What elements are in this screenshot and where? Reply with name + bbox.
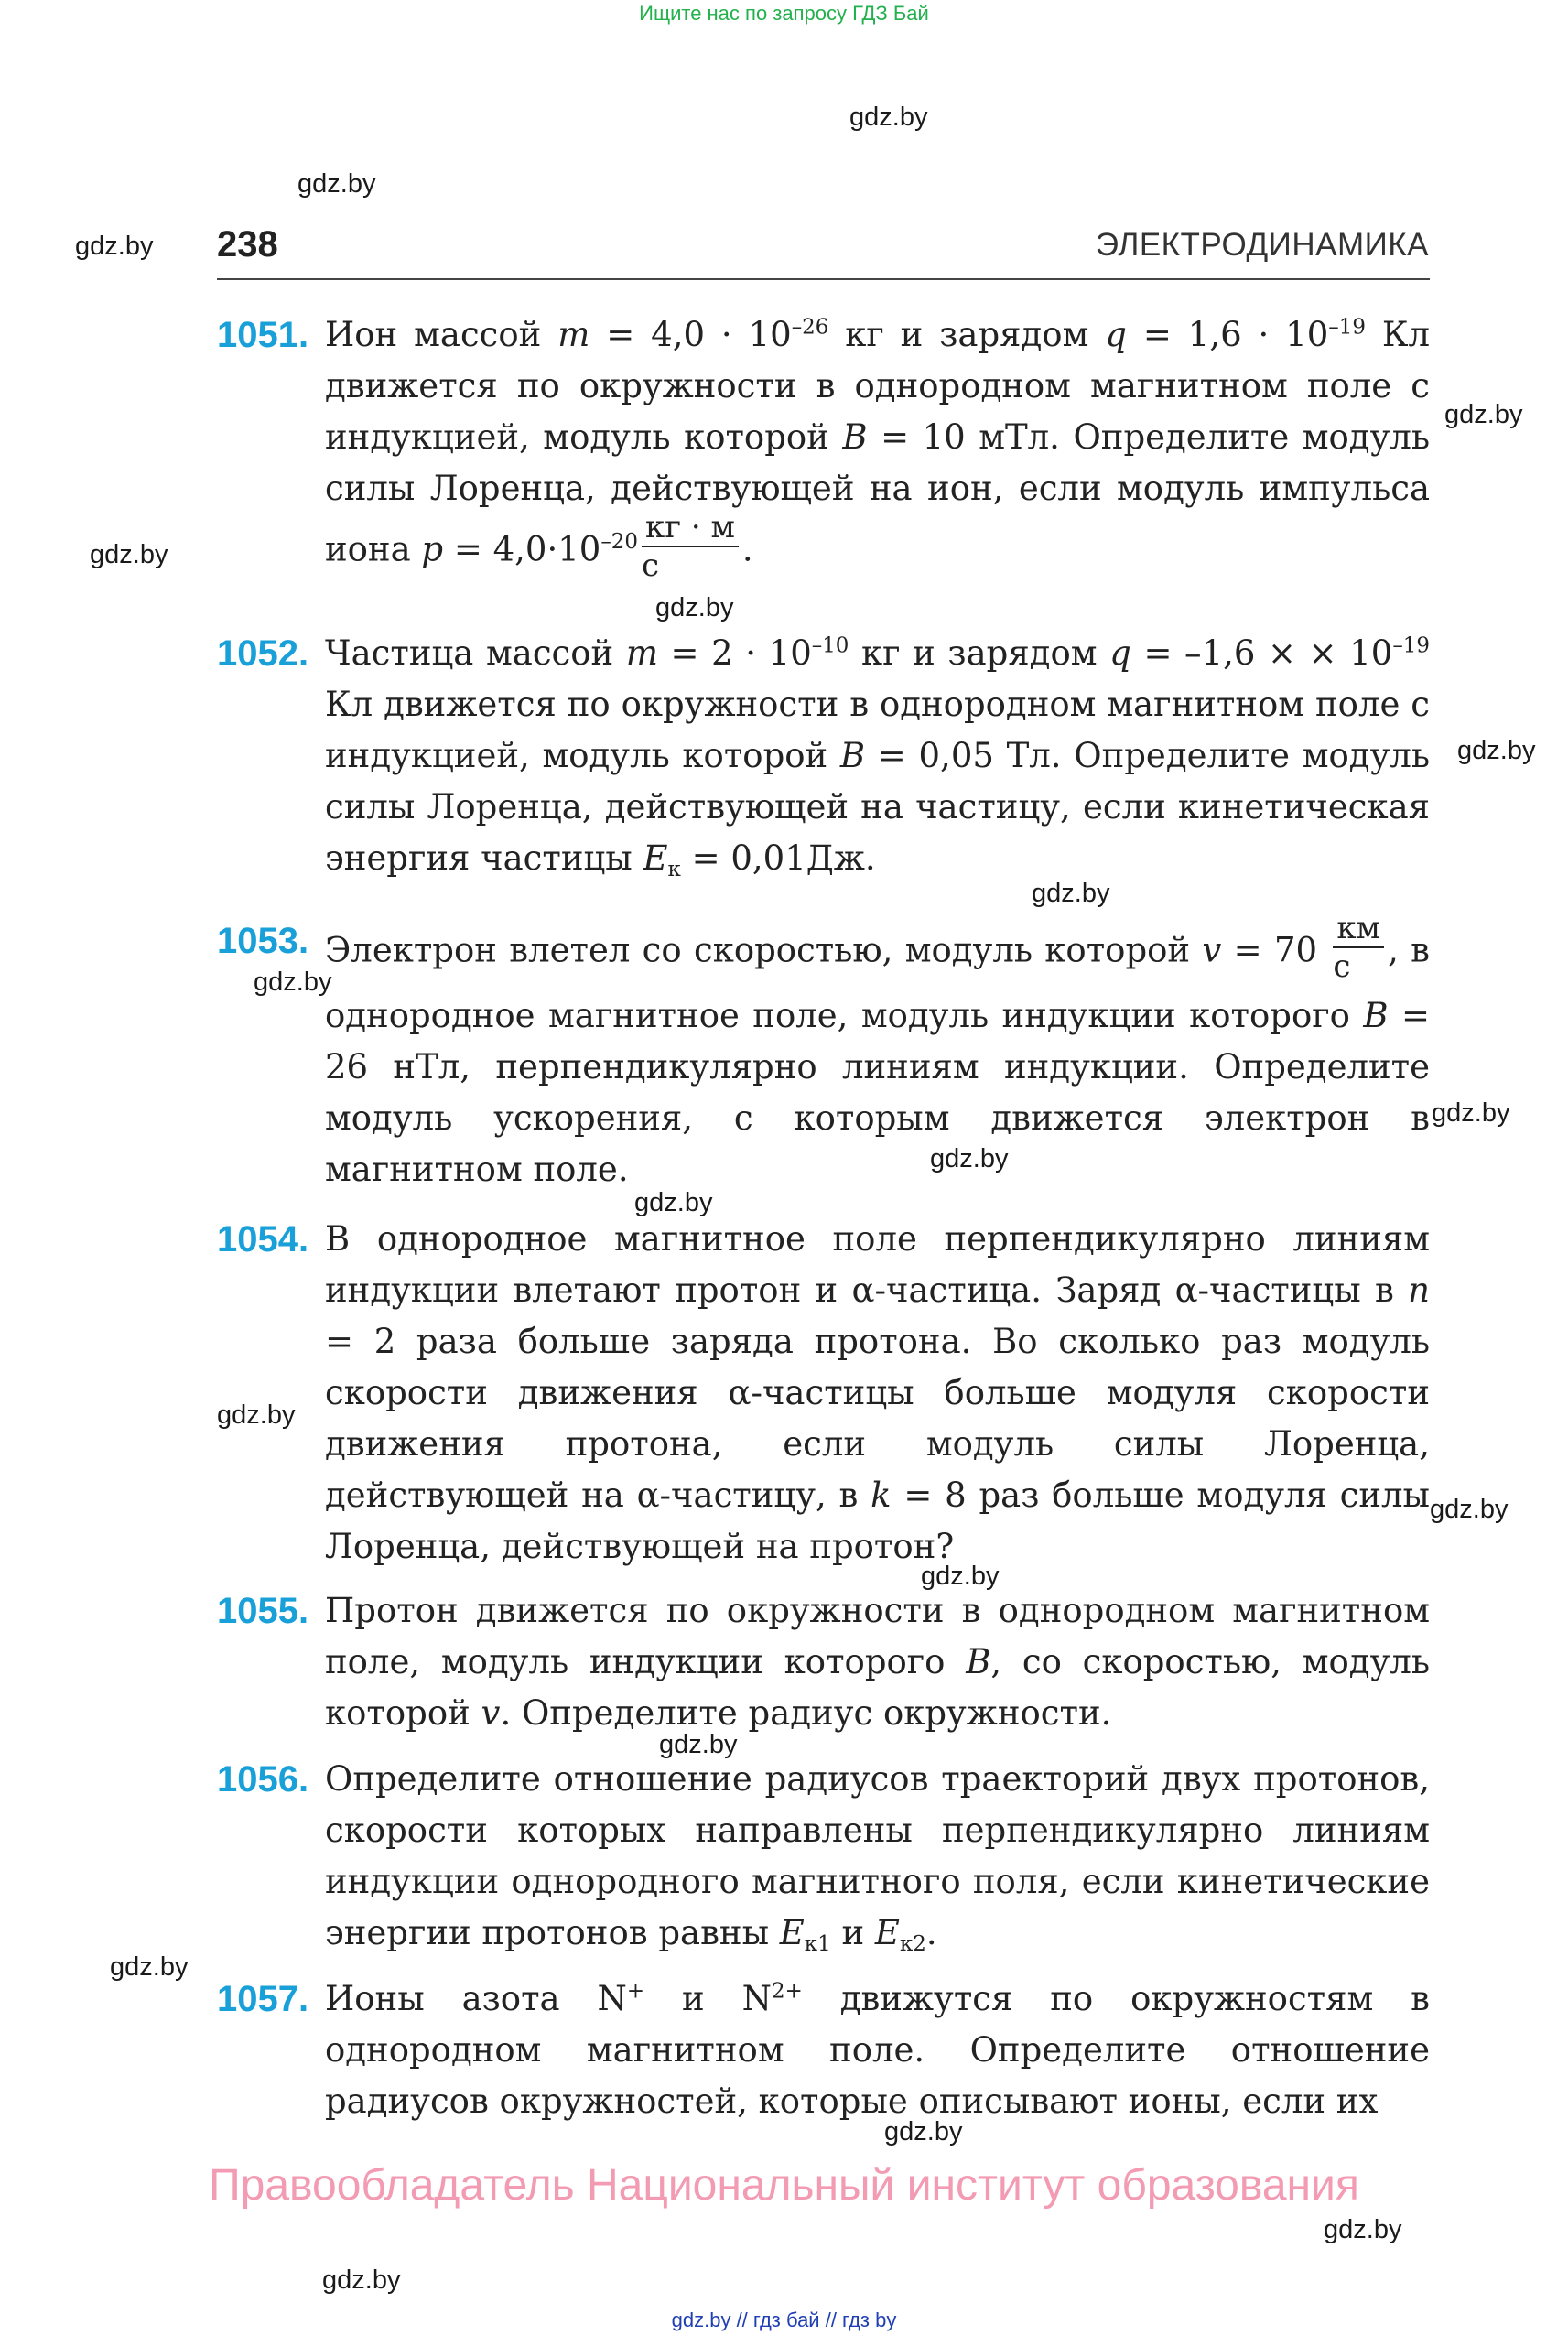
problem-text: Ион массой $m = 4,0 \cdot 10^{-26}$ кг и зарядом $q = 1,6 \cdot 10^{-19}$ Кл движется по окружности в однородном магнитном поле с индукцией, модуль которой B = 10 мТл. Определите модуль силы Лоренца, действующей на ион, если модуль импульса иона $p = 4,0\cdot 10^{-20}$ $\frac{кг \cdot м}{с}$ .: [325, 315, 1431, 584]
problem-number: 1052.: [217, 633, 309, 674]
copyright-notice: Правообладатель Национальный институт образования: [209, 2161, 1359, 2210]
watermark: gdz.by: [322, 2265, 401, 2295]
fraction-unit: $\frac{км}{с}$: [1333, 910, 1384, 985]
problem-text: В однородное магнитное поле перпендикулярно линиям индукции влетают протон и α-частица. Заряд α-частицы в n = 2 раза больше заряда протона. Во сколько раз модуль скорости движения α-частицы больше модуля скорости движения протона, если модуль силы Лоренца, действующей на α-частицу, в k = 8 раз больше модуля силы Лоренца, действующей на протон?: [325, 1219, 1430, 1566]
watermark: gdz.by: [297, 169, 376, 199]
problem-text: Частица массой $m = 2 \cdot 10^{-10}$ кг и зарядом q = –1,6 × × $10^{-19}$ Кл движется по окружности в однородном магнитном поле с индукцией, модуль которой B = 0,05 Тл. Определите модуль силы Лоренца, действующей на частицу, если кинетическая энергия частицы $E_к = 0,01Дж$.: [325, 633, 1430, 881]
footer-links[interactable]: gdz.by // гдз бай // гдз by: [671, 2308, 897, 2331]
top-banner[interactable]: Ищите нас по запросу ГДЗ Бай: [639, 2, 929, 25]
watermark: gdz.by: [75, 232, 154, 261]
watermark: gdz.by: [930, 1144, 1009, 1173]
watermark: gdz.by: [1444, 400, 1523, 429]
section-title: ЭЛЕКТРОДИНАМИКА: [1095, 227, 1429, 263]
watermark: gdz.by: [1324, 2215, 1402, 2244]
watermark: gdz.by: [1432, 1098, 1510, 1128]
problem-text: Определите отношение радиусов траекторий двух протонов, скорости которых направлены перпендикулярно линиям индукции однородного магнитного поля, если кинетические энергии протонов равны $E_{к1}$ и $E_{к2}$.: [325, 1759, 1430, 1956]
watermark: gdz.by: [90, 540, 168, 569]
fraction-unit: $\frac{кг \cdot м}{с}$: [642, 509, 739, 584]
watermark: gdz.by: [1430, 1495, 1509, 1524]
problem-text: Электрон влетел со скоростью, модуль которой v = 70 $\frac{км}{с}$ , в однородное магнитное поле, модуль индукции которого B = 26 нТл, перпендикулярно линиям индукции. Определите модуль ускорения, с которым движется электрон в магнитном поле.: [325, 910, 1430, 1189]
watermark: gdz.by: [217, 1400, 296, 1430]
watermark: gdz.by: [1457, 736, 1536, 765]
header-divider: [217, 278, 1430, 280]
watermark: gdz.by: [634, 1188, 713, 1217]
watermark: gdz.by: [659, 1730, 738, 1759]
problem-number: 1056.: [217, 1759, 309, 1800]
watermark: gdz.by: [254, 968, 332, 997]
watermark: gdz.by: [110, 1952, 189, 1982]
page-number: 238: [217, 224, 278, 265]
watermark: gdz.by: [655, 593, 734, 622]
watermark: gdz.by: [921, 1562, 1000, 1591]
watermark: gdz.by: [1032, 879, 1110, 908]
watermark: gdz.by: [849, 103, 928, 132]
problem-number: 1053.: [217, 921, 309, 961]
problem-number: 1054.: [217, 1219, 309, 1259]
problem-number: 1051.: [217, 315, 309, 355]
problem-number: 1057.: [217, 1979, 309, 2019]
problem-text: Ионы азота N+ и $N^{2+}$ движутся по окружностям в однородном магнитном поле. Определите отношение радиусов окружностей, которые описывают ионы, если их: [325, 1979, 1430, 2121]
problem-text: Протон движется по окружности в однородном магнитном поле, модуль индукции которого B, со скоростью, модуль которой v. Определите радиус окружности.: [325, 1591, 1431, 1733]
watermark: gdz.by: [884, 2117, 963, 2146]
problem-number: 1055.: [217, 1591, 309, 1631]
